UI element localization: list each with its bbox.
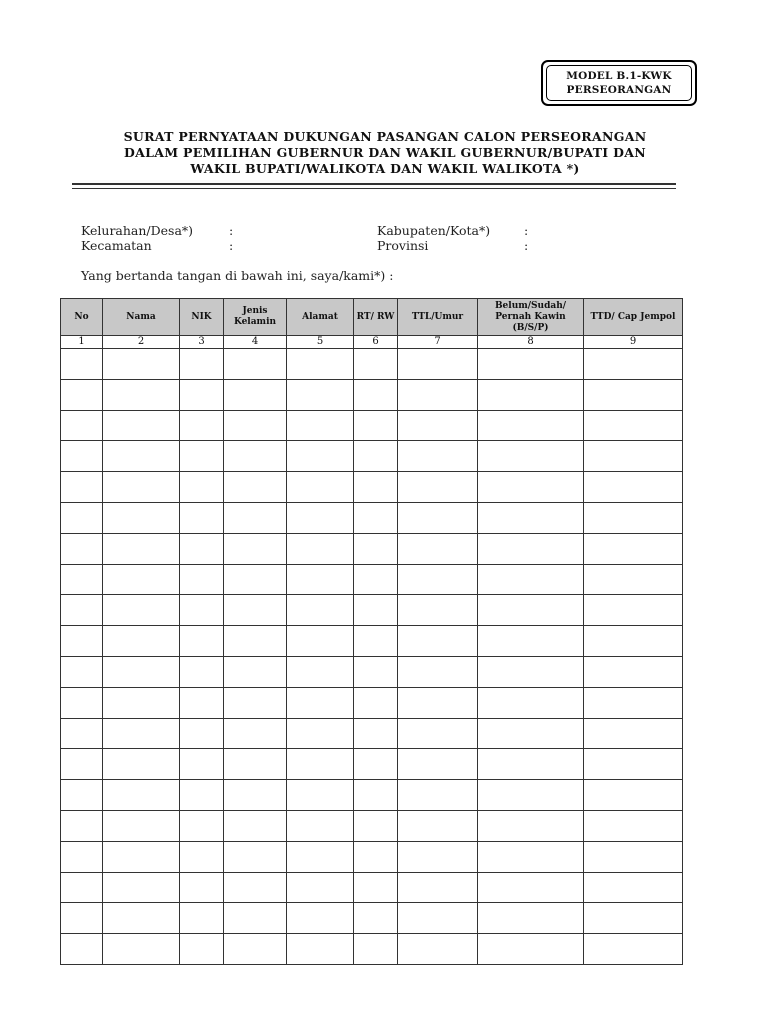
table-cell[interactable] (478, 410, 584, 441)
table-cell[interactable] (478, 903, 584, 934)
table-cell[interactable] (354, 441, 398, 472)
table-cell[interactable] (103, 349, 180, 380)
table-cell[interactable] (61, 349, 103, 380)
table-cell[interactable] (478, 718, 584, 749)
table-cell[interactable] (287, 349, 354, 380)
table-cell[interactable] (224, 626, 287, 657)
table-cell[interactable] (398, 718, 478, 749)
table-cell[interactable] (103, 810, 180, 841)
table-row (61, 780, 683, 811)
table-cell[interactable] (224, 349, 287, 380)
table-cell[interactable] (478, 533, 584, 564)
table-cell[interactable] (584, 595, 683, 626)
table-cell[interactable] (478, 841, 584, 872)
intro-statement: Yang bertanda tangan di bawah ini, saya/kami*) : (81, 268, 394, 283)
table-cell[interactable] (61, 595, 103, 626)
table-cell[interactable] (354, 626, 398, 657)
table-cell[interactable] (103, 934, 180, 965)
table-cell[interactable] (287, 656, 354, 687)
table-cell[interactable] (478, 872, 584, 903)
table-cell[interactable] (584, 841, 683, 872)
table-cell[interactable] (478, 502, 584, 533)
table-cell[interactable] (584, 718, 683, 749)
table-cell[interactable] (354, 872, 398, 903)
table-cell[interactable] (354, 564, 398, 595)
table-cell[interactable] (287, 810, 354, 841)
column-number: 3 (180, 336, 224, 349)
table-cell[interactable] (354, 595, 398, 626)
table-cell[interactable] (398, 687, 478, 718)
table-cell[interactable] (180, 841, 224, 872)
table-cell[interactable] (287, 410, 354, 441)
table-cell[interactable] (224, 749, 287, 780)
table-cell[interactable] (287, 441, 354, 472)
table-cell[interactable] (584, 379, 683, 410)
column-number: 1 (61, 336, 103, 349)
table-cell[interactable] (478, 810, 584, 841)
table-cell[interactable] (287, 595, 354, 626)
header-no: No (61, 299, 103, 336)
supporter-table (60, 298, 683, 965)
table-cell[interactable] (478, 626, 584, 657)
form-model-type: PERSEORANGAN (566, 84, 672, 96)
title-line-2: DALAM PEMILIHAN GUBERNUR DAN WAKIL GUBERNUR/BUPATI DAN (124, 145, 646, 160)
table-cell[interactable] (354, 903, 398, 934)
table-cell[interactable] (224, 564, 287, 595)
table-cell[interactable] (584, 903, 683, 934)
column-number: 6 (354, 336, 398, 349)
table-cell[interactable] (180, 810, 224, 841)
table-row (61, 934, 683, 965)
table-cell[interactable] (354, 472, 398, 503)
table-row (61, 533, 683, 564)
table-cell[interactable] (584, 564, 683, 595)
table-cell[interactable] (224, 656, 287, 687)
table-cell[interactable] (287, 749, 354, 780)
table-cell[interactable] (103, 749, 180, 780)
column-number: 8 (478, 336, 584, 349)
table-cell[interactable] (398, 595, 478, 626)
table-cell[interactable] (180, 718, 224, 749)
table-row (61, 626, 683, 657)
table-cell[interactable] (180, 872, 224, 903)
table-cell[interactable] (61, 841, 103, 872)
table-cell[interactable] (61, 749, 103, 780)
table-header-row (61, 299, 683, 336)
field-kelurahan-colon: : (229, 223, 234, 238)
table-cell[interactable] (180, 441, 224, 472)
title-line-3: WAKIL BUPATI/WALIKOTA DAN WAKIL WALIKOTA *) (190, 161, 580, 176)
table-cell[interactable] (224, 934, 287, 965)
table-cell[interactable] (584, 502, 683, 533)
table-row (61, 872, 683, 903)
header-jenis-kelamin: Jenis Kelamin (224, 299, 287, 336)
table-cell[interactable] (584, 410, 683, 441)
table-cell[interactable] (398, 872, 478, 903)
column-number: 7 (398, 336, 478, 349)
table-row (61, 903, 683, 934)
table-cell[interactable] (584, 872, 683, 903)
table-cell[interactable] (224, 718, 287, 749)
header-alamat: Alamat (287, 299, 354, 336)
table-cell[interactable] (180, 349, 224, 380)
table-cell[interactable] (478, 472, 584, 503)
table-cell[interactable] (224, 903, 287, 934)
table-cell[interactable] (224, 810, 287, 841)
table-cell[interactable] (354, 502, 398, 533)
table-cell[interactable] (354, 533, 398, 564)
table-cell[interactable] (61, 656, 103, 687)
table-cell[interactable] (478, 595, 584, 626)
table-row (61, 502, 683, 533)
title-rule-thin (72, 188, 676, 189)
table-cell[interactable] (61, 687, 103, 718)
table-cell[interactable] (398, 749, 478, 780)
table-row (61, 564, 683, 595)
field-kabupaten-colon: : (524, 223, 529, 238)
table-cell[interactable] (398, 533, 478, 564)
table-cell[interactable] (354, 841, 398, 872)
header-rt-rw: RT/ RW (354, 299, 398, 336)
table-cell[interactable] (180, 564, 224, 595)
table-row (61, 749, 683, 780)
table-cell[interactable] (287, 687, 354, 718)
table-cell[interactable] (398, 656, 478, 687)
table-row (61, 656, 683, 687)
table-cell[interactable] (354, 687, 398, 718)
table-cell[interactable] (224, 841, 287, 872)
table-cell[interactable] (103, 687, 180, 718)
table-cell[interactable] (180, 780, 224, 811)
table-cell[interactable] (103, 780, 180, 811)
table-cell[interactable] (478, 564, 584, 595)
table-cell[interactable] (61, 934, 103, 965)
table-cell[interactable] (224, 410, 287, 441)
table-cell[interactable] (61, 810, 103, 841)
column-number: 5 (287, 336, 354, 349)
table-cell[interactable] (584, 749, 683, 780)
table-cell[interactable] (103, 564, 180, 595)
table-cell[interactable] (584, 472, 683, 503)
table-cell[interactable] (584, 780, 683, 811)
table-cell[interactable] (287, 903, 354, 934)
field-kabupaten-label: Kabupaten/Kota*) (377, 223, 491, 238)
table-cell[interactable] (398, 472, 478, 503)
form-model-box (541, 60, 697, 106)
table-cell[interactable] (61, 379, 103, 410)
table-cell[interactable] (61, 472, 103, 503)
table-cell[interactable] (224, 687, 287, 718)
table-cell[interactable] (103, 410, 180, 441)
table-cell[interactable] (354, 780, 398, 811)
table-cell[interactable] (478, 656, 584, 687)
field-provinsi-label: Provinsi (377, 238, 429, 253)
table-cell[interactable] (103, 626, 180, 657)
title-rule-thick (72, 183, 676, 185)
table-cell[interactable] (180, 626, 224, 657)
table-cell[interactable] (103, 872, 180, 903)
table-cell[interactable] (354, 349, 398, 380)
table-cell[interactable] (287, 626, 354, 657)
form-model-box-inner (546, 65, 692, 101)
table-row (61, 595, 683, 626)
table-cell[interactable] (354, 718, 398, 749)
table-cell[interactable] (478, 687, 584, 718)
table-cell[interactable] (61, 441, 103, 472)
table-cell[interactable] (584, 349, 683, 380)
table-cell[interactable] (103, 656, 180, 687)
table-cell[interactable] (61, 410, 103, 441)
table-cell[interactable] (180, 472, 224, 503)
table-cell[interactable] (354, 410, 398, 441)
table-row (61, 841, 683, 872)
column-number-row (61, 336, 683, 349)
table-cell[interactable] (478, 441, 584, 472)
header-status-kawin: Belum/Sudah/ Pernah Kawin (B/S/P) (478, 299, 584, 336)
table-cell[interactable] (61, 718, 103, 749)
table-cell[interactable] (180, 379, 224, 410)
table-cell[interactable] (180, 656, 224, 687)
title-line-1: SURAT PERNYATAAN DUKUNGAN PASANGAN CALON PERSEORANGAN (123, 129, 647, 144)
table-cell[interactable] (103, 903, 180, 934)
table-cell[interactable] (354, 656, 398, 687)
field-kelurahan-label: Kelurahan/Desa*) (81, 223, 194, 238)
table-cell[interactable] (398, 564, 478, 595)
table-cell[interactable] (478, 749, 584, 780)
table-row (61, 410, 683, 441)
table-cell[interactable] (287, 780, 354, 811)
table-cell[interactable] (287, 502, 354, 533)
table-cell[interactable] (224, 872, 287, 903)
table-cell[interactable] (103, 441, 180, 472)
table-row (61, 379, 683, 410)
header-nik: NIK (180, 299, 224, 336)
field-kecamatan-label: Kecamatan (81, 238, 152, 253)
table-row (61, 349, 683, 380)
table-row (61, 687, 683, 718)
table-row (61, 472, 683, 503)
table-cell[interactable] (287, 379, 354, 410)
table-cell[interactable] (180, 687, 224, 718)
table-cell[interactable] (180, 533, 224, 564)
table-cell[interactable] (478, 934, 584, 965)
table-cell[interactable] (287, 841, 354, 872)
column-number: 4 (224, 336, 287, 349)
table-row (61, 718, 683, 749)
table-cell[interactable] (61, 872, 103, 903)
table-cell[interactable] (61, 502, 103, 533)
field-provinsi-colon: : (524, 238, 529, 253)
table-cell[interactable] (61, 780, 103, 811)
table-cell[interactable] (103, 379, 180, 410)
document-title (70, 129, 700, 177)
table-cell[interactable] (103, 472, 180, 503)
table-cell[interactable] (224, 502, 287, 533)
table-cell[interactable] (224, 533, 287, 564)
table-cell[interactable] (180, 410, 224, 441)
form-model-code: MODEL B.1-KWK (566, 70, 672, 82)
table-cell[interactable] (224, 441, 287, 472)
table-cell[interactable] (61, 564, 103, 595)
table-cell[interactable] (180, 595, 224, 626)
table-cell[interactable] (398, 379, 478, 410)
table-cell[interactable] (398, 934, 478, 965)
table-cell[interactable] (398, 502, 478, 533)
table-cell[interactable] (584, 934, 683, 965)
table-cell[interactable] (103, 718, 180, 749)
table-cell[interactable] (287, 564, 354, 595)
table-cell[interactable] (584, 687, 683, 718)
table-cell[interactable] (224, 595, 287, 626)
table-cell[interactable] (398, 903, 478, 934)
table-cell[interactable] (103, 595, 180, 626)
table-cell[interactable] (398, 841, 478, 872)
column-number: 2 (103, 336, 180, 349)
table-cell[interactable] (180, 502, 224, 533)
table-cell[interactable] (584, 656, 683, 687)
table-cell[interactable] (584, 441, 683, 472)
table-cell[interactable] (224, 472, 287, 503)
table-cell[interactable] (61, 626, 103, 657)
table-cell[interactable] (478, 780, 584, 811)
table-cell[interactable] (287, 934, 354, 965)
table-cell[interactable] (180, 749, 224, 780)
table-cell[interactable] (354, 810, 398, 841)
table-cell[interactable] (398, 626, 478, 657)
table-cell[interactable] (224, 780, 287, 811)
table-cell[interactable] (103, 841, 180, 872)
table-cell[interactable] (61, 533, 103, 564)
table-cell[interactable] (398, 780, 478, 811)
table-cell[interactable] (224, 379, 287, 410)
header-nama: Nama (103, 299, 180, 336)
table-cell[interactable] (478, 349, 584, 380)
table-cell[interactable] (584, 810, 683, 841)
table-cell[interactable] (287, 718, 354, 749)
table-cell[interactable] (287, 472, 354, 503)
table-cell[interactable] (354, 934, 398, 965)
table-cell[interactable] (103, 502, 180, 533)
table-cell[interactable] (584, 626, 683, 657)
table-row (61, 441, 683, 472)
column-number: 9 (584, 336, 683, 349)
table-cell[interactable] (287, 872, 354, 903)
table-cell[interactable] (398, 349, 478, 380)
table-cell[interactable] (398, 810, 478, 841)
table-cell[interactable] (287, 533, 354, 564)
table-cell[interactable] (354, 749, 398, 780)
table-cell[interactable] (103, 533, 180, 564)
table-cell[interactable] (61, 903, 103, 934)
header-ttl-umur: TTL/Umur (398, 299, 478, 336)
table-cell[interactable] (180, 934, 224, 965)
table-cell[interactable] (584, 533, 683, 564)
table-row (61, 810, 683, 841)
field-kecamatan-colon: : (229, 238, 234, 253)
table-cell[interactable] (398, 410, 478, 441)
table-cell[interactable] (180, 903, 224, 934)
table-cell[interactable] (354, 379, 398, 410)
table-cell[interactable] (398, 441, 478, 472)
header-ttd-cap-jempol: TTD/ Cap Jempol (584, 299, 683, 336)
table-cell[interactable] (478, 379, 584, 410)
